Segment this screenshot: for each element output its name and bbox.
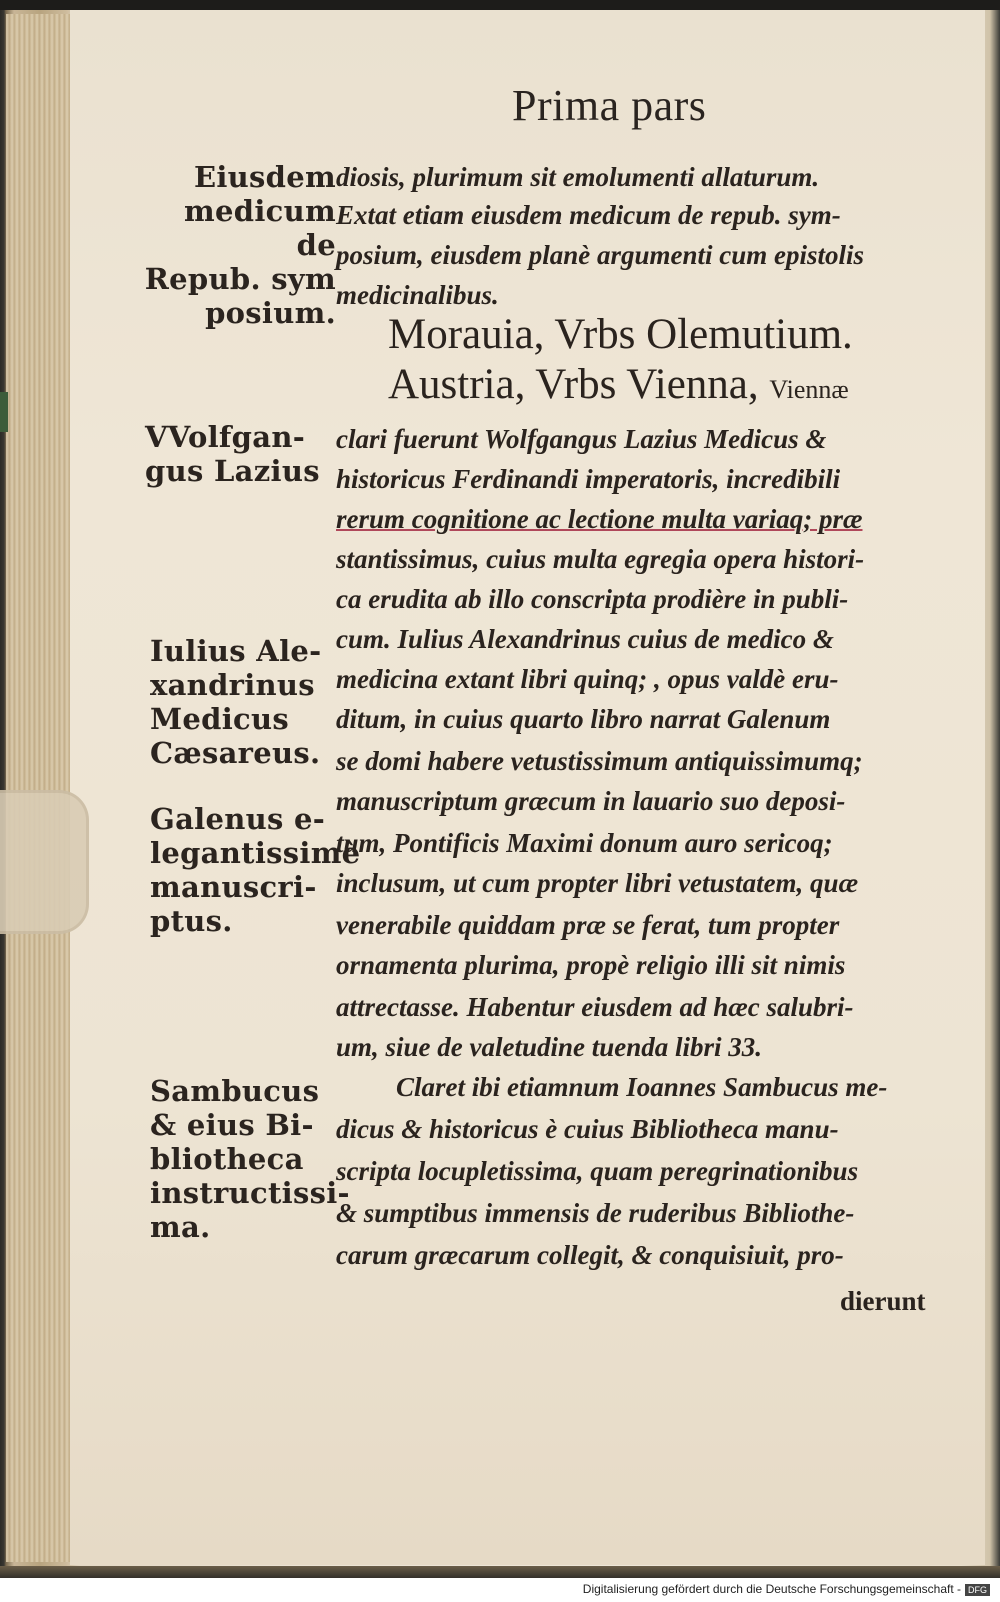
- text-line: ca erudita ab illo conscripta prodière in publi-: [336, 584, 849, 614]
- text-line: diosis, plurimum sit emolumenti allaturum.: [336, 162, 820, 192]
- digitization-credit: [0, 1582, 990, 1596]
- text-line: medicinalibus.: [336, 280, 499, 310]
- margin-note-lazius: VVolfgan- gus Lazius: [145, 420, 320, 488]
- catchword: dierunt: [840, 1286, 926, 1316]
- text-line: scripta locupletissima, quam peregrinationibus: [336, 1156, 859, 1186]
- book-page-edges: [6, 14, 70, 1562]
- scan-bottom-border: [0, 1566, 1000, 1578]
- text-line: venerabile quiddam præ se ferat, tum propter: [336, 910, 840, 940]
- running-header: Prima pars: [512, 81, 707, 130]
- text-line: ditum, in cuius quarto libro narrat Galenum: [336, 704, 831, 734]
- dfg-logo: DFG: [965, 1584, 990, 1596]
- credit-text: Digitalisierung gefördert durch die Deutsche Forschungsgemeinschaft -: [582, 1582, 961, 1596]
- margin-note-eiusdem: Eiusdem medicum de Repub. sym posium.: [144, 160, 336, 330]
- text-line: se domi habere vetustissimum antiquissimumq;: [336, 746, 863, 776]
- page-clip: [0, 790, 89, 934]
- text-line: clari fuerunt Wolfgangus Lazius Medicus &: [336, 424, 827, 454]
- text-line: ornamenta plurima, propè religio illi sit nimis: [336, 950, 846, 980]
- scan-top-border: [0, 0, 1000, 10]
- text-line: cum. Iulius Alexandrinus cuius de medico &: [336, 624, 834, 654]
- text-line: carum græcarum collegit, & conquisiuit, pro-: [336, 1240, 844, 1270]
- heading-moravia: Morauia, Vrbs Olemutium.: [388, 311, 853, 358]
- text-line: Claret ibi etiamnum Ioannes Sambucus me-: [396, 1072, 888, 1102]
- text-line: tum, Pontificis Maximi donum auro sericoq;: [336, 828, 833, 858]
- margin-note-sambucus: Sambucus & eius Bi- bliotheca instructissi- ma.: [150, 1074, 350, 1244]
- margin-note-galenus: Galenus e- legantissimè manuscri- ptus.: [150, 802, 361, 938]
- heading-austria: [388, 360, 849, 409]
- text-line: Extat etiam eiusdem medicum de repub. sym-: [336, 200, 841, 230]
- text-line: & sumptibus immensis de ruderibus Bibliothe-: [336, 1198, 855, 1228]
- text-line: historicus Ferdinandi imperatoris, incredibili: [336, 464, 841, 494]
- text-line: stantissimus, cuius multa egregia opera histori-: [336, 544, 865, 574]
- heading-austria-main: Austria, Vrbs Vienna,: [388, 361, 759, 408]
- text-line: rerum cognitione ac lectione multa variaq; præ: [336, 504, 863, 534]
- text-line: posium, eiusdem planè argumenti cum epistolis: [336, 240, 865, 270]
- text-line: manuscriptum græcum in lauario suo deposi-: [336, 786, 846, 816]
- text-line: dicus & historicus è cuius Bibliotheca manu-: [336, 1114, 839, 1144]
- text-line: inclusum, ut cum propter libri vetustatem, quæ: [336, 868, 859, 898]
- margin-note-alexandrinus: Iulius Ale- xandrinus Medicus Cæsareus.: [150, 634, 322, 770]
- green-marker: [0, 392, 8, 432]
- text-line: um, siue de valetudine tuenda libri 33.: [336, 1032, 763, 1062]
- heading-austria-tail: Viennæ: [769, 375, 849, 404]
- text-line: medicina extant libri quinq; , opus valdè eru-: [336, 664, 839, 694]
- text-line: attrectasse. Habentur eiusdem ad hæc salubri-: [336, 992, 854, 1022]
